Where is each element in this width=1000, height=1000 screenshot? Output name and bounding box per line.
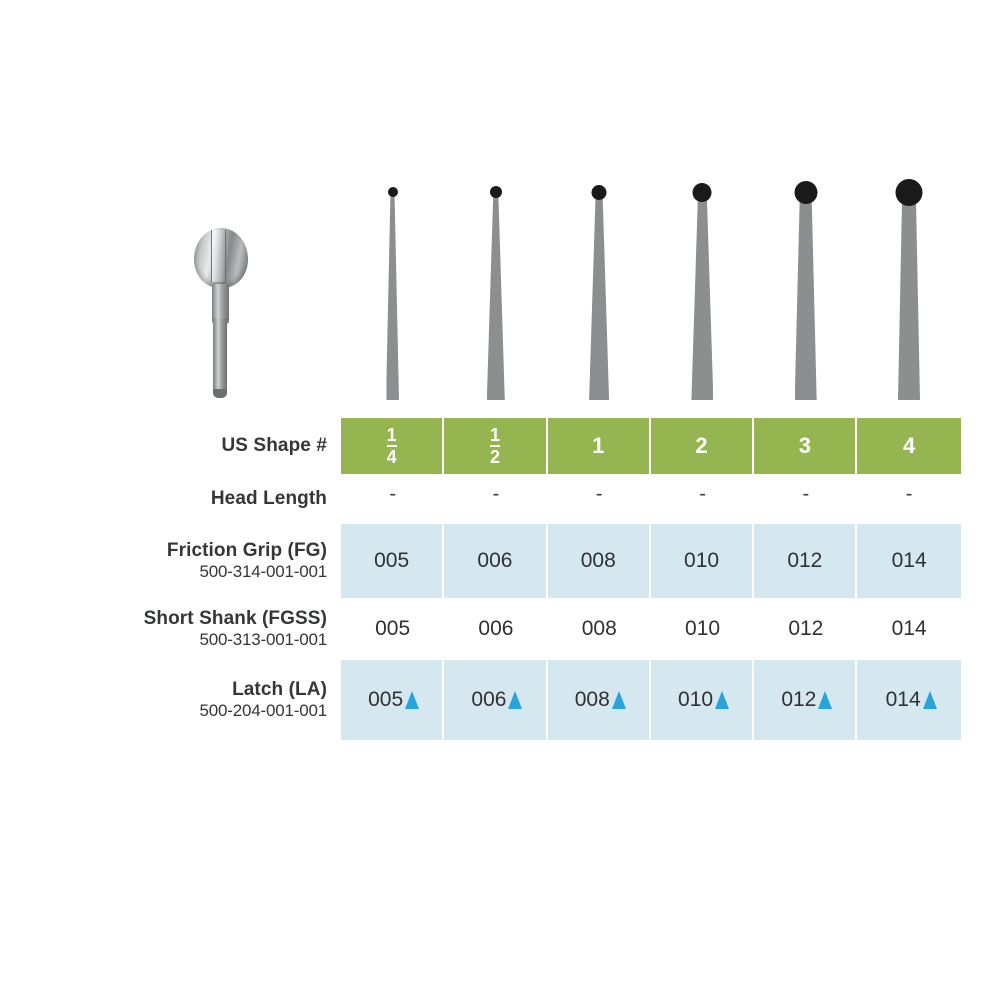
cell-fg-2: 008	[548, 524, 651, 598]
cell-us-shape-1	[444, 418, 547, 474]
bur-1	[548, 170, 651, 400]
bur-shaft	[898, 201, 920, 400]
bur-1-4	[341, 170, 444, 400]
row-label-short-shank	[118, 598, 341, 660]
table-row	[118, 598, 961, 660]
fraction-denominator: 2	[489, 447, 500, 467]
latch-value	[678, 688, 725, 712]
triangle-icon	[818, 691, 832, 709]
row-label-us-shape	[118, 418, 341, 474]
bur-size-diagram	[341, 170, 961, 400]
cell-la-5	[857, 660, 960, 740]
bur-shaft	[589, 195, 609, 400]
cell-us-shape-3: 2	[651, 418, 754, 474]
row-label-primary: Friction Grip (FG)	[166, 539, 327, 561]
latch-value-text: 010	[678, 688, 714, 711]
bur-shank-shape	[213, 318, 227, 398]
latch-value	[781, 688, 828, 712]
row-label-primary: Head Length	[210, 488, 327, 510]
cell-fg-3: 010	[651, 524, 754, 598]
cell-fgss-0: 005	[341, 598, 444, 660]
cell-la-0	[341, 660, 444, 740]
latch-value	[886, 688, 933, 712]
specification-table	[118, 418, 961, 740]
bur-shaft	[487, 193, 505, 400]
latch-value	[471, 688, 518, 712]
cell-head-length-0: -	[341, 474, 444, 524]
fraction-one-quarter	[387, 426, 397, 466]
cell-fgss-4: 012	[754, 598, 857, 660]
bur-2	[651, 170, 754, 400]
cell-head-length-1: -	[444, 474, 547, 524]
triangle-icon	[405, 691, 419, 709]
table-row	[118, 660, 961, 740]
triangle-icon	[923, 691, 937, 709]
row-label-secondary: 500-313-001-001	[199, 629, 327, 649]
row-label-secondary: 500-314-001-001	[199, 561, 327, 581]
latch-value	[575, 688, 622, 712]
row-label-friction-grip	[118, 524, 341, 598]
row-cells-short-shank	[341, 598, 961, 660]
row-cells-latch	[341, 660, 961, 740]
row-label-primary: Short Shank (FGSS)	[143, 607, 327, 629]
row-cells-us-shape	[341, 418, 961, 474]
bur-head-ball	[388, 187, 398, 197]
bur-head-ball	[693, 183, 712, 202]
table-row	[118, 474, 961, 524]
cell-la-2	[548, 660, 651, 740]
fraction-numerator: 1	[489, 425, 500, 445]
cell-fgss-5: 014	[857, 598, 960, 660]
latch-value-text: 012	[781, 688, 817, 711]
bur-head-shape	[194, 228, 248, 288]
bur-shaft	[795, 199, 817, 400]
latch-value-text: 005	[368, 688, 404, 711]
row-label-latch	[118, 660, 341, 740]
bur-shaft	[691, 197, 713, 400]
cell-fg-5: 014	[857, 524, 960, 598]
cell-la-4	[754, 660, 857, 740]
triangle-icon	[612, 691, 626, 709]
cell-head-length-4: -	[754, 474, 857, 524]
bur-4	[858, 170, 961, 400]
fraction-denominator: 4	[386, 447, 397, 467]
cell-la-3	[651, 660, 754, 740]
table-row	[118, 418, 961, 474]
bur-1-2	[444, 170, 547, 400]
cell-fgss-1: 006	[444, 598, 547, 660]
latch-value	[368, 688, 415, 712]
latch-value-text: 008	[574, 688, 610, 711]
fraction-one-half	[490, 426, 500, 466]
cell-head-length-5: -	[857, 474, 960, 524]
bur-3	[754, 170, 857, 400]
cell-fgss-3: 010	[651, 598, 754, 660]
cell-us-shape-5: 4	[857, 418, 960, 474]
bur-head-ball	[794, 181, 817, 204]
bur-head-ball	[592, 185, 607, 200]
triangle-icon	[715, 691, 729, 709]
cell-fg-1: 006	[444, 524, 547, 598]
latch-value-text: 014	[885, 688, 921, 711]
round-carbide-bur-image	[186, 228, 266, 403]
cell-fg-4: 012	[754, 524, 857, 598]
cell-fgss-2: 008	[548, 598, 651, 660]
cell-us-shape-2: 1	[548, 418, 651, 474]
row-cells-head-length	[341, 474, 961, 524]
bur-head-ball	[896, 179, 923, 206]
triangle-icon	[508, 691, 522, 709]
cell-us-shape-0	[341, 418, 444, 474]
fraction-numerator: 1	[386, 425, 397, 445]
row-label-secondary: 500-204-001-001	[199, 700, 327, 720]
table-row	[118, 524, 961, 598]
latch-value-text: 006	[471, 688, 507, 711]
bur-head-ball	[490, 186, 502, 198]
row-label-primary: Latch (LA)	[232, 678, 327, 700]
cell-head-length-2: -	[548, 474, 651, 524]
cell-fg-0: 005	[341, 524, 444, 598]
row-label-primary: US Shape #	[221, 435, 327, 457]
cell-la-1	[444, 660, 547, 740]
bur-shaft	[386, 192, 399, 400]
row-cells-friction-grip	[341, 524, 961, 598]
cell-us-shape-4: 3	[754, 418, 857, 474]
cell-head-length-3: -	[651, 474, 754, 524]
row-label-head-length	[118, 474, 341, 524]
